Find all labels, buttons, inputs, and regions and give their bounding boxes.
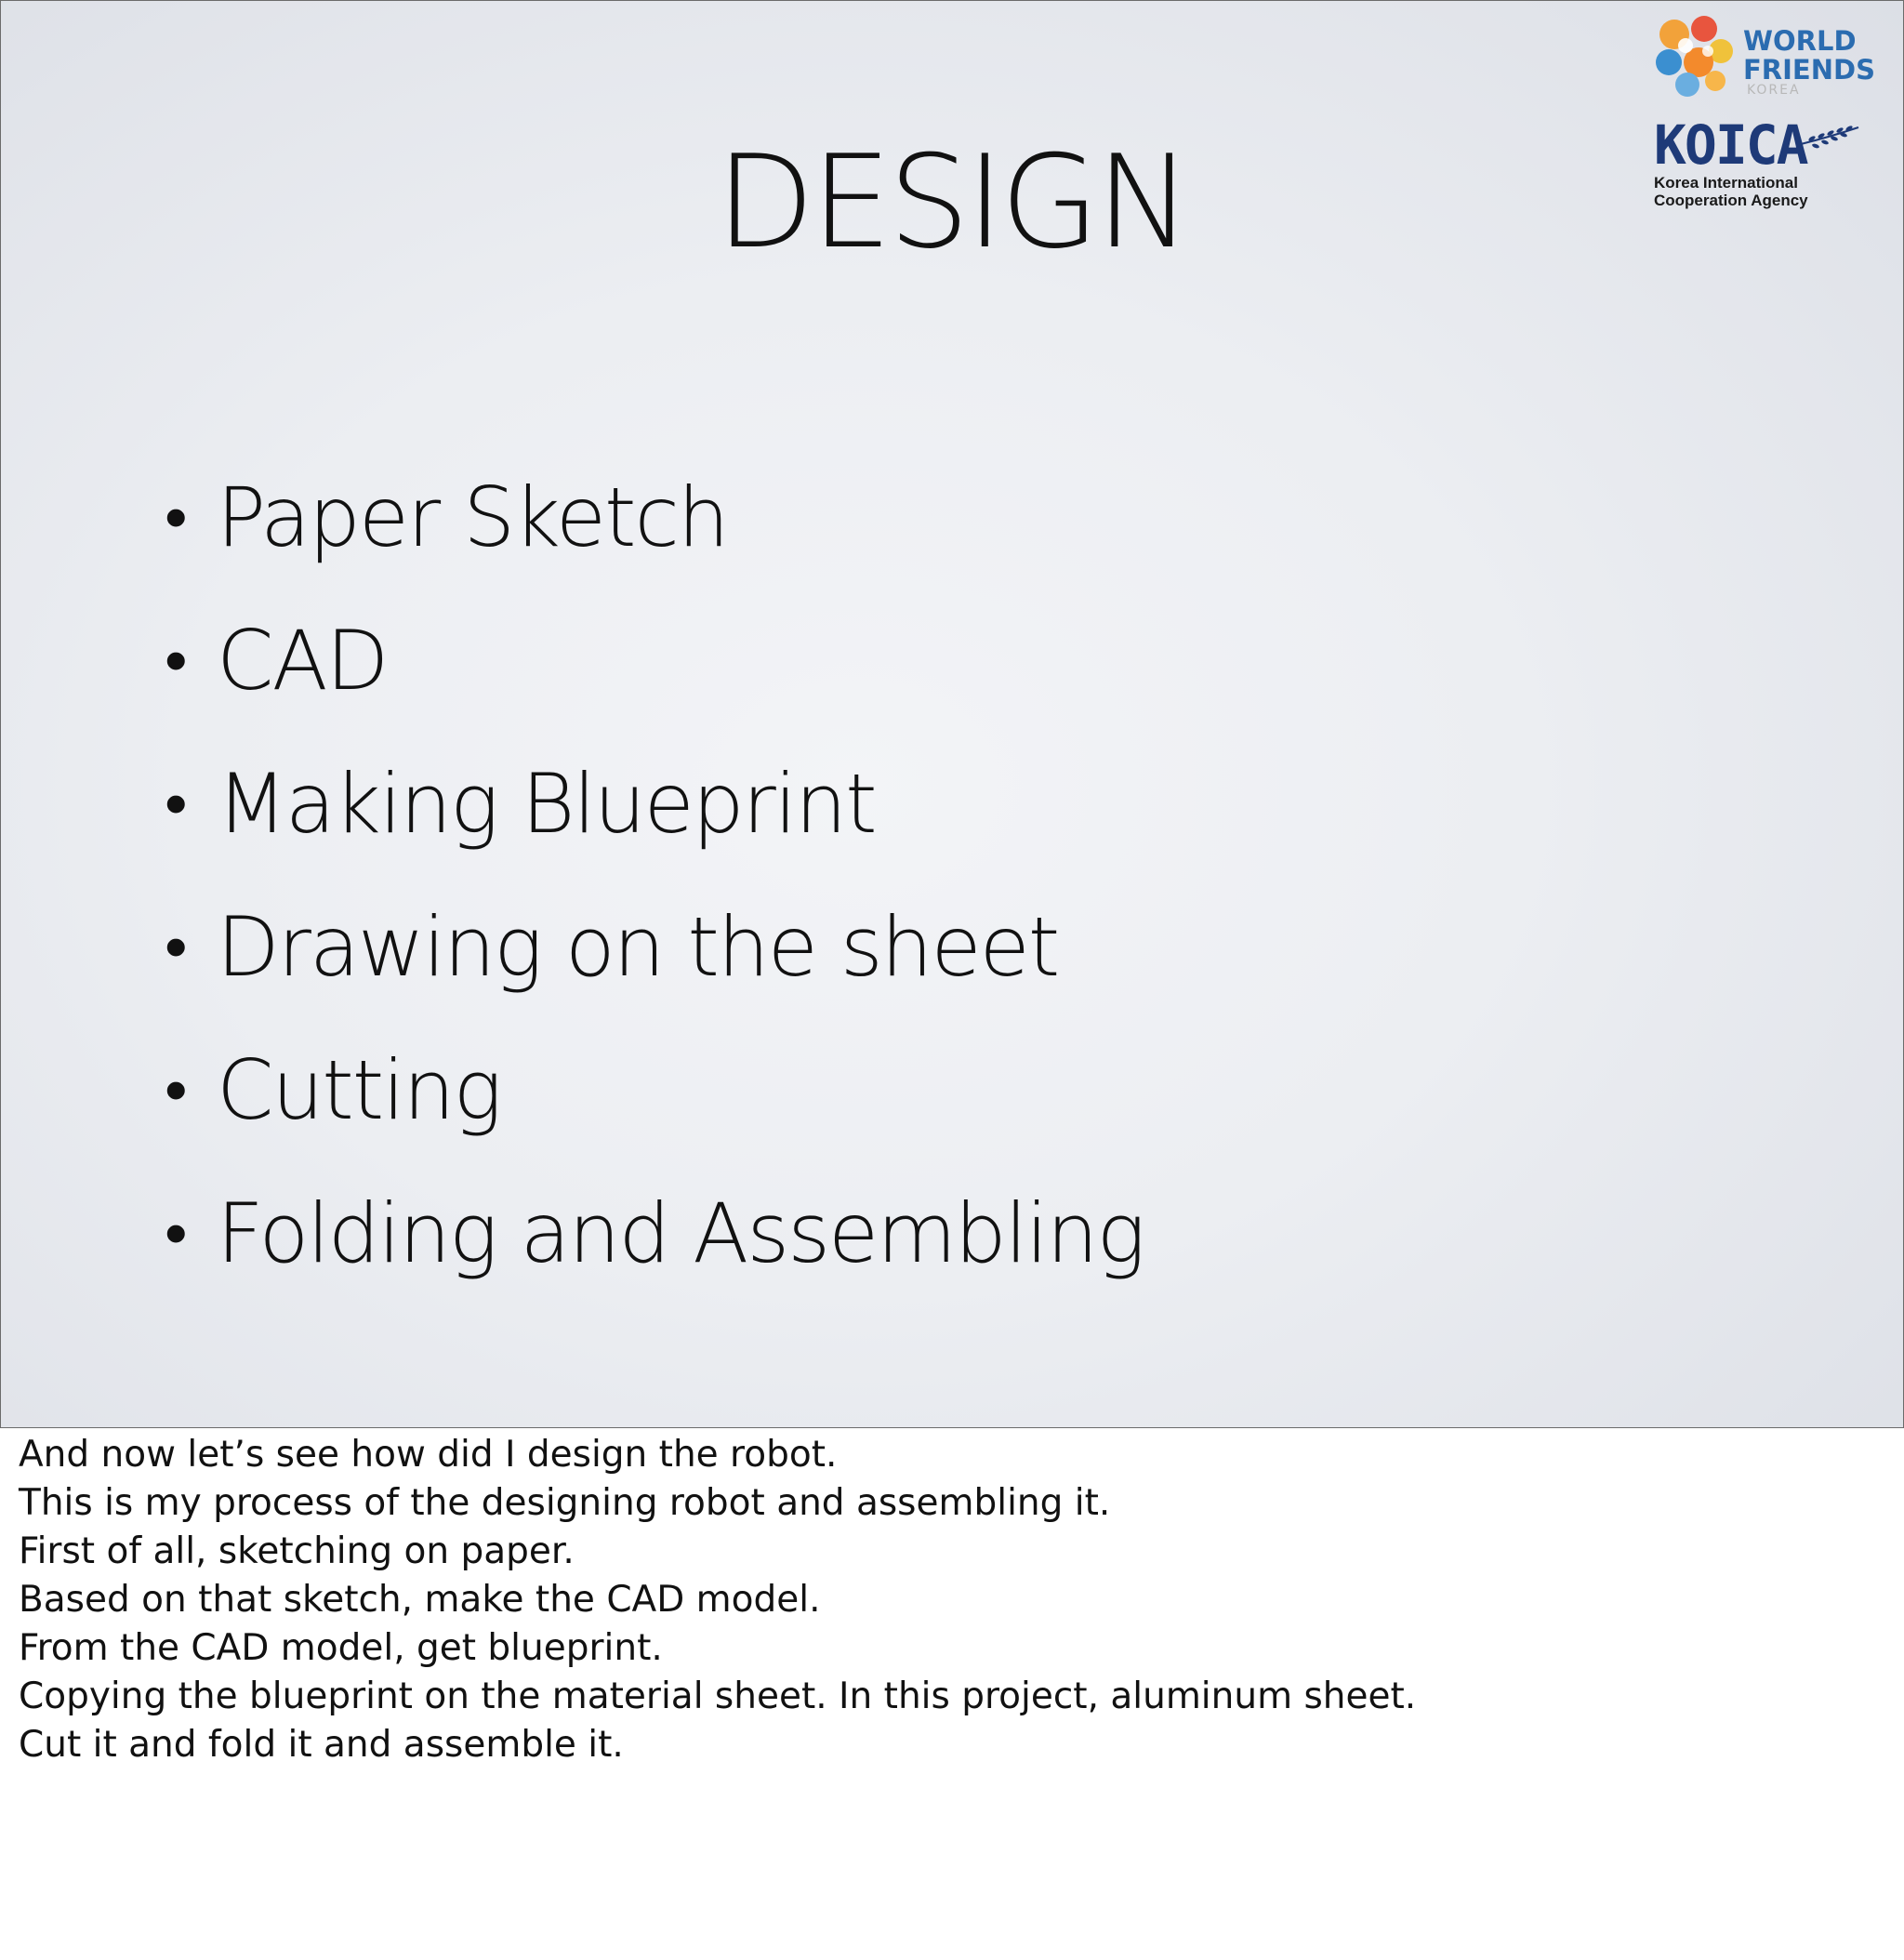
- bullet-item: [165, 589, 1144, 732]
- bullet-icon: •: [165, 908, 186, 985]
- bullet-item: [165, 732, 1144, 875]
- bullet-icon: •: [165, 765, 186, 841]
- slide-title: DESIGN: [716, 127, 1188, 277]
- note-line: Cut it and fold it and assemble it.: [19, 1724, 624, 1766]
- koica-wordmark: KOICA: [1654, 113, 1807, 177]
- bullet-text: CAD: [217, 612, 388, 709]
- note-line: First of all, sketching on paper.: [19, 1530, 575, 1572]
- world-friends-korea-label: KOREA: [1747, 83, 1801, 98]
- bullet-text: Paper Sketch: [217, 469, 728, 565]
- world-friends-wordmark: WORLD FRIENDS: [1743, 25, 1875, 86]
- bullet-list: [165, 445, 1144, 1304]
- speaker-notes: [19, 1431, 1878, 1769]
- note-line: Copying the blueprint on the material sheet. In this project, aluminum sheet.: [19, 1675, 1417, 1717]
- bullet-text: Cutting: [217, 1041, 501, 1138]
- note-line: Based on that sketch, make the CAD model.: [19, 1579, 821, 1621]
- bullet-text: Folding and Assembling: [217, 1185, 1144, 1281]
- bullet-icon: •: [165, 622, 186, 698]
- bullet-item: [165, 445, 1144, 589]
- world-friends-emblem-icon: [1650, 14, 1738, 99]
- bullet-icon: •: [165, 1052, 186, 1128]
- note-line: From the CAD model, get blueprint.: [19, 1627, 663, 1669]
- bullet-icon: •: [165, 479, 186, 555]
- bullet-icon: •: [165, 1195, 186, 1271]
- note-line: This is my process of the designing robot and assembling it.: [19, 1482, 1111, 1524]
- bullet-text: Making Blueprint: [217, 755, 876, 852]
- bullet-text: Drawing on the sheet: [217, 898, 1059, 995]
- note-line: And now let’s see how did I design the robot.: [19, 1434, 838, 1476]
- bullet-item: [165, 875, 1144, 1018]
- bullet-item: [165, 1161, 1144, 1304]
- bullet-item: [165, 1018, 1144, 1161]
- koica-full-name: Korea International Cooperation Agency: [1654, 174, 1808, 209]
- world-friends-korea-logo: [1650, 14, 1873, 103]
